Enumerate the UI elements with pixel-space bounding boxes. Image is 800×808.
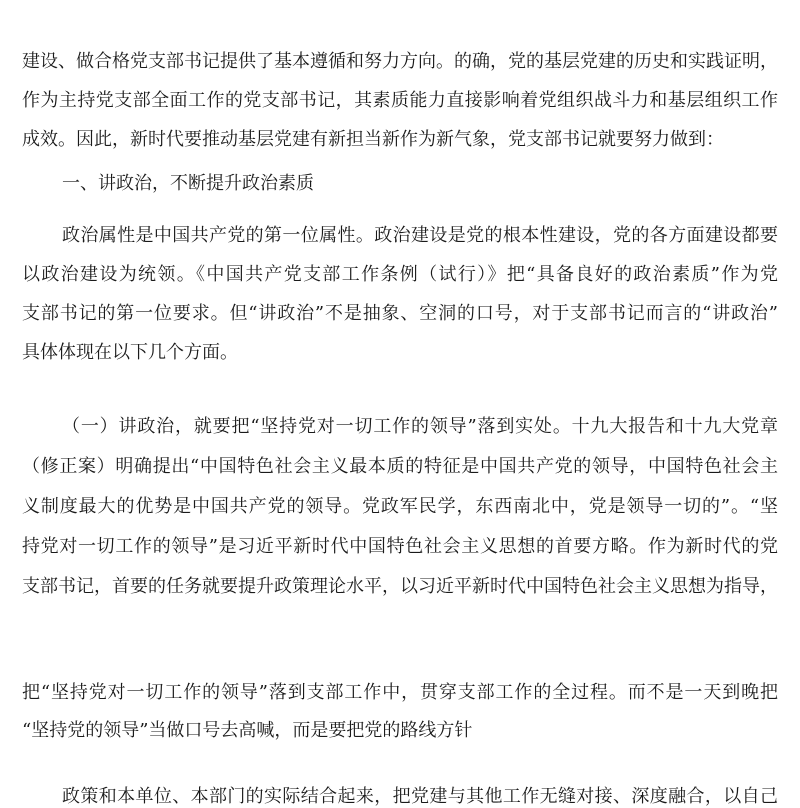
paragraph-line: 政治属性是中国共产党的第一位属性。政治建设是党的根本性建设，党的各方面建设都要 (62, 225, 778, 246)
paragraph-line: （一）讲政治，就要把“坚持党对一切工作的领导”落到实处。十九大报告和十九大党章 (62, 416, 778, 437)
paragraph-line: 作为主持党支部全面工作的党支部书记，其素质能力直接影响着党组织战斗力和基层组织工作 (22, 90, 778, 111)
paragraph-line: 把“坚持党对一切工作的领导”落到支部工作中，贯穿支部工作的全过程。而不是一天到晚把 (22, 682, 778, 703)
section-heading: 一、讲政治，不断提升政治素质 (62, 173, 314, 194)
paragraph-line: 以政治建设为统领。《中国共产党支部工作条例（试行）》把“具备良好的政治素质”作为党 (22, 264, 778, 285)
paragraph-line: 成效。因此，新时代要推动基层党建有新担当新作为新气象，党支部书记就要努力做到： (22, 129, 724, 150)
paragraph-line: 支部书记，首要的任务就要提升政策理论水平，以习近平新时代中国特色社会主义思想为指导， (22, 576, 778, 597)
paragraph-line: 建设、做合格党支部书记提供了基本遵循和努力方向。的确，党的基层党建的历史和实践证明， (22, 51, 778, 72)
paragraph-line: （修正案）明确提出“中国特色社会主义最本质的特征是中国共产党的领导，中国特色社会主 (22, 456, 778, 477)
paragraph-line: 政策和本单位、本部门的实际结合起来，把党建与其他工作无缝对接、深度融合，以自己 (62, 786, 778, 807)
paragraph-line: 义制度最大的优势是中国共产党的领导。党政军民学，东西南北中，党是领导一切的”。“坚 (22, 496, 778, 517)
paragraph-line: 支部书记的第一位要求。但“讲政治”不是抽象、空洞的口号，对于支部书记而言的“讲政治” (22, 303, 778, 324)
paragraph-line: 具体体现在以下几个方面。 (22, 342, 238, 363)
paragraph-line: “坚持党的领导”当做口号去高喊，而是要把党的路线方针 (22, 720, 473, 741)
paragraph-line: 持党对一切工作的领导”是习近平新时代中国特色社会主义思想的首要方略。作为新时代的党 (22, 536, 778, 557)
